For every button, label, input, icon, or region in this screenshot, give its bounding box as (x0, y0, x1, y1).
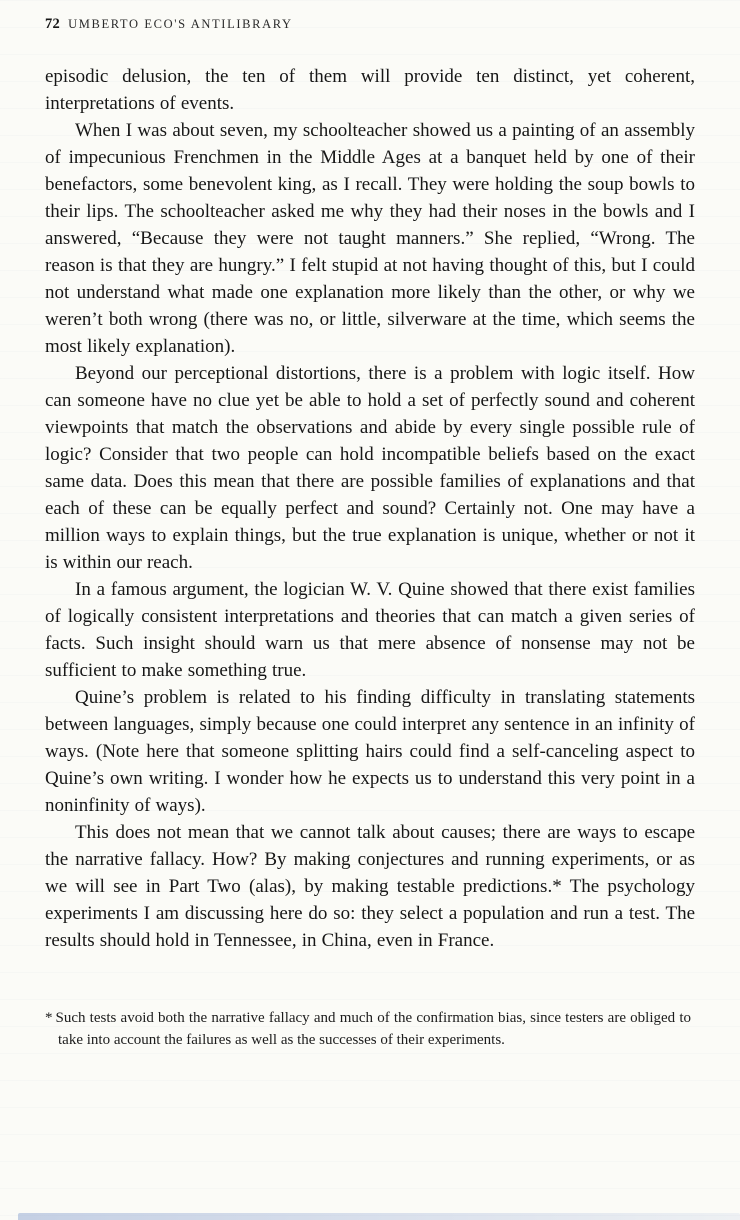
running-head-title: UMBERTO ECO'S ANTILIBRARY (68, 17, 293, 31)
page-number: 72 (45, 16, 61, 32)
paragraph: This does not mean that we cannot talk about causes; there are ways to escape the narrative fallacy. How? By making conjectures and running experiments, or as we will see in Part Two (alas), by making testable predictions.* The psychology experiments I am discussing here do so: they select a population and run a test. The results should hold in Tennessee, in China, even in France. (45, 822, 695, 951)
running-header (45, 16, 695, 33)
footnote-marker: * (45, 1010, 53, 1026)
footnote (45, 1008, 691, 1051)
scan-artifact-bottom-edge (18, 1213, 740, 1220)
paragraph: episodic delusion, the ten of them will provide ten distinct, yet coherent, interpretations of events. (45, 66, 695, 114)
paragraph: Quine’s problem is related to his finding difficulty in translating statements between languages, simply because one could interpret any sentence in an infinity of ways. (Note here that someone splitting hairs could find a self-canceling aspect to Quine’s own writing. I wonder how he expects us to understand this very point in a noninfinity of ways). (45, 687, 695, 816)
footnote-block (45, 1008, 695, 1051)
footnote-text: Such tests avoid both the narrative fallacy and much of the confirmation bias, since testers are obliged to take into account the failures as well as the successes of their experiments. (55, 1010, 691, 1048)
paragraph: In a famous argument, the logician W. V. Quine showed that there exist families of logically consistent interpretations and theories that can match a given series of facts. Such insight should warn us that mere absence of nonsense may not be sufficient to make something true. (45, 579, 695, 681)
paragraph: When I was about seven, my schoolteacher showed us a painting of an assembly of impecunious Frenchmen in the Middle Ages at a banquet held by one of their benefactors, some benevolent king, as I recall. They were holding the soup bowls to their lips. The schoolteacher asked me why they had their noses in the bowls and I answered, “Because they were not taught manners.” She replied, “Wrong. The reason is that they are hungry.” I felt stupid at not having thought of this, but I could not understand what made one explanation more likely than the other, or why we weren’t both wrong (there was no, or little, silverware at the time, which seems the most likely explanation). (45, 120, 695, 357)
body-text (45, 63, 695, 954)
paragraph: Beyond our perceptional distortions, there is a problem with logic itself. How can someone have no clue yet be able to hold a set of perfectly sound and coherent viewpoints that match the observations and abide by every single possible rule of logic? Consider that two people can hold incompatible beliefs based on the exact same data. Does this mean that there are possible families of explanations and that each of these can be equally perfect and sound? Certainly not. One may have a million ways to explain things, but the true explanation is unique, whether or not it is within our reach. (45, 363, 695, 573)
